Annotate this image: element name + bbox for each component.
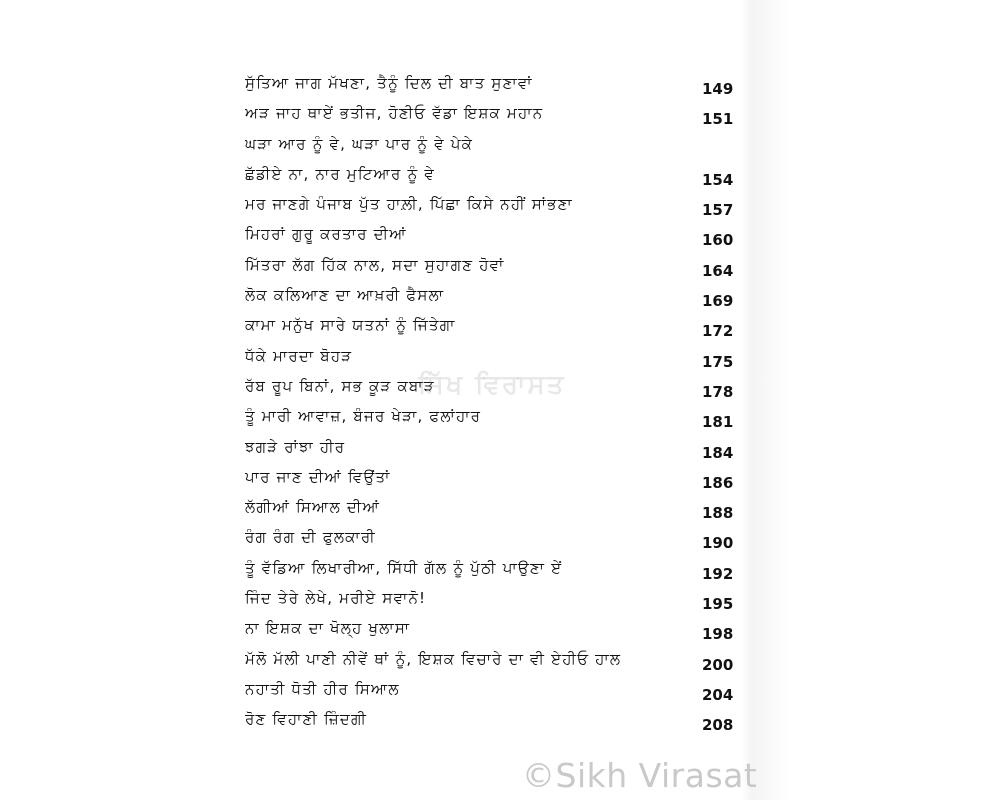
toc-entry — [245, 223, 745, 253]
copyright-watermark: ©Sikh Virasat — [522, 756, 758, 795]
toc-entry — [245, 708, 745, 738]
center-watermark: ਸਿੱਖ ਵਿਰਾਸਤ — [418, 370, 566, 400]
toc-entry-title: ਸੁੱਤਿਆ ਜਾਗ ਮੱਖਣਾ, ਤੈਨੂੰ ਦਿਲ ਦੀ ਬਾਤ ਸੁਣਾਵਾਂ — [245, 74, 533, 92]
toc-entry — [245, 163, 745, 193]
toc-entry-title: ਲੋਕ ਕਲਿਆਣ ਦਾ ਆਖ਼ਰੀ ਫੈਸਲਾ — [245, 286, 445, 305]
toc-entry — [245, 193, 745, 223]
toc-entry-page-number: 188 — [702, 504, 734, 523]
toc-entry-title: ਅੜ ਜਾਹ ਥਾਏਂ ਭਤੀਜ, ਹੋਣੀਓ ਵੱਡਾ ਇਸ਼ਕ ਮਹਾਨ — [245, 104, 544, 123]
toc-entry-title: ਮਿੱਤਰਾ ਲੱਗ ਹਿੱਕ ਨਾਲ, ਸਦਾ ਸੁਹਾਗਣ ਹੋਵਾਂ — [245, 255, 505, 274]
toc-entry-page-number: 181 — [702, 413, 734, 432]
toc-entry-title: ਰੋਣ ਵਿਹਾਣੀ ਜ਼ਿੰਦਗੀ — [245, 710, 368, 729]
toc-entry-title: ਮਰ ਜਾਣਗੇ ਪੰਜਾਬ ਪੁੱਤ ਹਾਲ਼ੀ, ਪਿੱਛਾ ਕਿਸੇ ਨਹੀਂ ਸਾਂਭਣਾ — [245, 195, 573, 214]
toc-entry — [245, 133, 745, 163]
toc-entry-page-number: 204 — [702, 685, 734, 704]
toc-entry-title: ਮੱਲੋ ਮੱਲੀ ਪਾਣੀ ਨੀਵੇਂ ਥਾਂ ਨੂੰ, ਇਸ਼ਕ ਵਿਚਾਰੇ ਦਾ ਵੀ ਏਹੀਓ ਹਾਲ — [245, 649, 622, 668]
toc-entry — [245, 648, 745, 678]
toc-entry-page-number: 160 — [702, 231, 734, 250]
toc-entry-page-number: 175 — [702, 352, 734, 371]
toc-entry-title: ਮਿਹਰਾਂ ਗੁਰੂ ਕਰਤਾਰ ਦੀਆਂ — [245, 225, 407, 244]
toc-entry-title: ਤੂੰ ਵੱਡਿਆ ਲਿਖਾਰੀਆ, ਸਿੱਧੀ ਗੱਲ ਨੂੰ ਪੁੱਠੀ ਪਾਉਣਾ ਏਂ — [245, 558, 563, 577]
toc-entry — [245, 587, 745, 617]
toc-entry — [245, 284, 745, 314]
toc-entry-title: ਧੱਕੇ ਮਾਰਦਾ ਬੋਹੜ — [245, 346, 353, 365]
toc-entry — [245, 436, 745, 466]
toc-entry-page-number: 154 — [702, 170, 734, 189]
toc-entry — [245, 466, 745, 496]
toc-entry-page-number: 200 — [702, 655, 734, 674]
toc-entry — [245, 72, 745, 102]
toc-entry-title: ਲੱਗੀਆਂ ਸਿਆਲ ਦੀਆਂ — [245, 498, 381, 517]
toc-entry-title: ਛੱਡੀਏ ਨਾ, ਨਾਰ ਮੁਟਿਆਰ ਨੂੰ ਵੇ — [245, 164, 435, 183]
table-of-contents — [245, 72, 745, 739]
toc-entry-page-number: 195 — [702, 595, 734, 614]
toc-entry-page-number: 157 — [702, 201, 734, 220]
toc-entry-page-number: 172 — [702, 322, 734, 341]
toc-entry-page-number: 169 — [702, 292, 734, 311]
toc-entry-title: ਰੱਬ ਰੂਪ ਬਿਨਾਂ, ਸਭ ਕੂੜ ਕਬਾੜ — [245, 376, 435, 395]
toc-entry — [245, 557, 745, 587]
toc-entry-page-number: 164 — [702, 261, 734, 280]
toc-entry-title: ਘੜਾ ਆਰ ਨੂੰ ਵੇ, ਘੜਾ ਪਾਰ ਨੂੰ ਵੇ ਪੇਕੇ — [245, 134, 474, 153]
toc-entry — [245, 254, 745, 284]
toc-entry-page-number: 151 — [702, 110, 734, 129]
toc-entry — [245, 102, 745, 132]
toc-entry-title: ਪਾਰ ਜਾਣ ਦੀਆਂ ਵਿਉਂਤਾਂ — [245, 467, 391, 486]
toc-entry-page-number: 198 — [702, 625, 734, 644]
toc-entry-title: ਝਗੜੇ ਰਾਂਝਾ ਹੀਰ — [245, 437, 346, 456]
toc-entry-page-number: 186 — [702, 473, 734, 492]
toc-entry — [245, 496, 745, 526]
toc-entry-title: ਰੰਗ ਰੰਗ ਦੀ ਫੁਲਕਾਰੀ — [245, 528, 376, 547]
toc-entry-page-number: 184 — [702, 443, 734, 462]
toc-entry-title: ਨਾ ਇਸ਼ਕ ਦਾ ਖੋਲ੍ਹ ਖੁਲਾਸਾ — [245, 619, 411, 638]
toc-entry-title: ਕਾਮਾ ਮਨੁੱਖ ਸਾਰੇ ਯਤਨਾਂ ਨੂੰ ਜਿੱਤੇਗਾ — [245, 316, 456, 335]
toc-entry — [245, 405, 745, 435]
toc-entry — [245, 314, 745, 344]
toc-entry — [245, 678, 745, 708]
toc-entry-page-number: 192 — [702, 564, 734, 583]
toc-entry-title: ਜਿੰਦ ਤੇਰੇ ਲੇਖੇ, ਮਰੀਏ ਸਵਾਨੋ! — [245, 589, 427, 608]
toc-entry-title: ਤੂੰ ਮਾਰੀ ਆਵਾਜ਼, ਬੰਜਰ ਖੇੜਾ, ਫਲਾਂਹਾਰ — [245, 407, 482, 426]
toc-entry-title: ਨਹਾਤੀ ਧੋਤੀ ਹੀਰ ਸਿਆਲ — [245, 679, 400, 698]
toc-entry-page-number: 178 — [702, 382, 734, 401]
toc-entry — [245, 526, 745, 556]
toc-entry — [245, 617, 745, 647]
toc-entry-page-number: 208 — [702, 716, 734, 735]
toc-entry-page-number: 149 — [702, 80, 734, 98]
toc-entry-page-number: 190 — [702, 534, 734, 553]
